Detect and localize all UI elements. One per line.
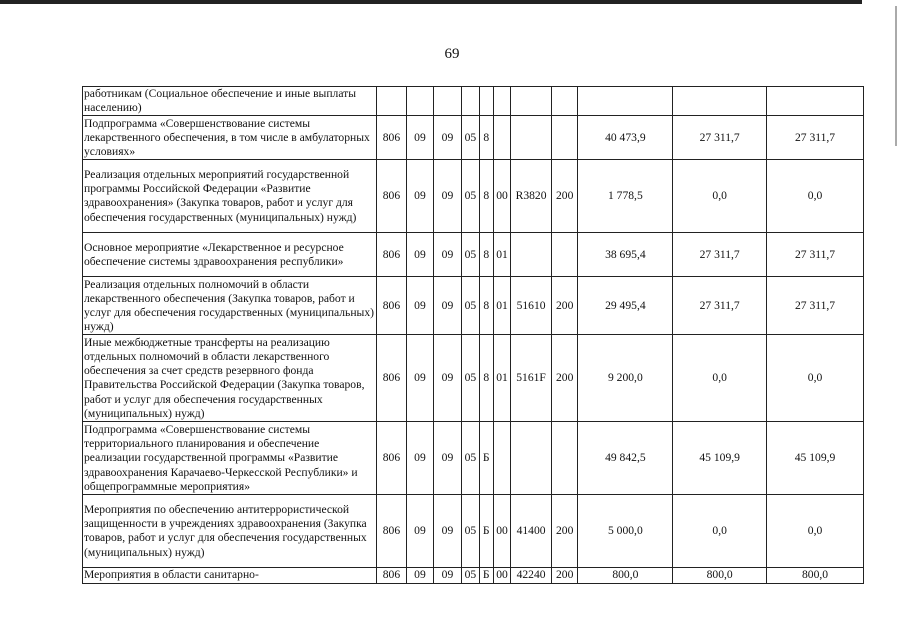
budget-table [82,86,864,584]
cell-subprogram-code: 8 [479,233,493,277]
table-row [83,335,864,422]
cell-expense-type-code: 200 [551,160,578,233]
cell-amount-year-1: 40 473,9 [578,116,673,160]
cell-ministry-code [376,87,407,116]
right-edge-line [895,6,897,146]
cell-amount-year-3: 27 311,7 [767,116,864,160]
cell-amount-year-2: 45 109,9 [673,422,767,495]
cell-amount-year-1: 29 495,4 [578,277,673,335]
cell-program-code: 05 [462,160,479,233]
cell-program-code: 05 [462,277,479,335]
cell-amount-year-2: 27 311,7 [673,233,767,277]
cell-subsection-code: 09 [433,422,462,495]
cell-event-code [493,422,510,495]
cell-section-code: 09 [407,233,434,277]
cell-amount-year-1: 1 778,5 [578,160,673,233]
cell-event-code: 00 [493,568,510,583]
cell-program-code [462,87,479,116]
cell-event-code: 00 [493,160,510,233]
cell-section-code [407,87,434,116]
table-row [83,277,864,335]
cell-direction-code: 42240 [511,568,552,583]
cell-program-code: 05 [462,335,479,422]
cell-amount-year-1: 38 695,4 [578,233,673,277]
cell-amount-year-1: 5 000,0 [578,495,673,568]
page-number: 69 [444,46,460,62]
cell-subprogram-code: Б [479,422,493,495]
cell-event-code: 00 [493,495,510,568]
cell-direction-code: 5161F [511,335,552,422]
cell-subsection-code: 09 [433,335,462,422]
cell-expense-type-code: 200 [551,568,578,583]
cell-subsection-code: 09 [433,233,462,277]
row-description: работникам (Социальное обеспечение и иные выплаты населению) [83,87,377,116]
cell-amount-year-3: 27 311,7 [767,277,864,335]
cell-amount-year-3: 0,0 [767,495,864,568]
cell-subprogram-code: 8 [479,335,493,422]
cell-ministry-code: 806 [376,116,407,160]
cell-event-code [493,116,510,160]
table-row [83,495,864,568]
row-description: Мероприятия по обеспечению антитеррористической защищенности в учреждениях здравоохранения (Закупка товаров, работ и услуг для обеспечения государственных (муниципальных) нужд) [83,495,377,568]
cell-section-code: 09 [407,335,434,422]
cell-program-code: 05 [462,233,479,277]
cell-subprogram-code: 8 [479,116,493,160]
cell-ministry-code: 806 [376,233,407,277]
table-row [83,116,864,160]
cell-subprogram-code: Б [479,568,493,583]
cell-subprogram-code: 8 [479,160,493,233]
cell-section-code: 09 [407,116,434,160]
cell-event-code: 01 [493,233,510,277]
cell-amount-year-2: 0,0 [673,160,767,233]
cell-subprogram-code [479,87,493,116]
table-row [83,87,864,116]
cell-section-code: 09 [407,277,434,335]
cell-amount-year-2: 27 311,7 [673,277,767,335]
cell-amount-year-2: 27 311,7 [673,116,767,160]
cell-amount-year-3: 0,0 [767,160,864,233]
cell-expense-type-code: 200 [551,335,578,422]
top-border-line [0,0,862,4]
row-description: Реализация отдельных мероприятий государственной программы Российской Федерации «Развитие здравоохранения» (Закупка товаров, работ и услуг для обеспечения государственных (муниципальных) нужд) [83,160,377,233]
cell-amount-year-1: 9 200,0 [578,335,673,422]
cell-direction-code [511,422,552,495]
cell-direction-code: 41400 [511,495,552,568]
cell-program-code: 05 [462,422,479,495]
cell-subprogram-code: Б [479,495,493,568]
cell-event-code: 01 [493,277,510,335]
cell-expense-type-code [551,422,578,495]
row-description: Основное мероприятие «Лекарственное и ресурсное обеспечение системы здравоохранения республики» [83,233,377,277]
cell-subsection-code: 09 [433,495,462,568]
cell-amount-year-3 [767,87,864,116]
cell-ministry-code: 806 [376,160,407,233]
cell-event-code: 01 [493,335,510,422]
cell-section-code: 09 [407,422,434,495]
cell-subsection-code: 09 [433,568,462,583]
cell-event-code [493,87,510,116]
table-body [83,87,864,584]
cell-expense-type-code [551,116,578,160]
cell-program-code: 05 [462,568,479,583]
cell-direction-code: R3820 [511,160,552,233]
row-description: Подпрограмма «Совершенствование системы территориального планирования и обеспечение реализации государственной программы «Развитие здравоохранения Карачаево-Черкесской Республики» и общепрограммные мероприятия» [83,422,377,495]
cell-subprogram-code: 8 [479,277,493,335]
cell-expense-type-code [551,233,578,277]
cell-expense-type-code: 200 [551,495,578,568]
row-description: Подпрограмма «Совершенствование системы лекарственного обеспечения, в том числе в амбулаторных условиях» [83,116,377,160]
cell-ministry-code: 806 [376,568,407,583]
cell-amount-year-3: 45 109,9 [767,422,864,495]
row-description: Иные межбюджетные трансферты на реализацию отдельных полномочий в области лекарственного обеспечения за счет средств резервного фонда Правительства Российской Федерации (Закупка товаров, работ и услуг для обеспечения государственных (муниципальных) нужд) [83,335,377,422]
cell-expense-type-code [551,87,578,116]
cell-amount-year-2: 0,0 [673,495,767,568]
cell-amount-year-1: 800,0 [578,568,673,583]
cell-ministry-code: 806 [376,495,407,568]
cell-ministry-code: 806 [376,422,407,495]
cell-program-code: 05 [462,495,479,568]
table-row [83,568,864,583]
cell-subsection-code: 09 [433,116,462,160]
row-description: Мероприятия в области санитарно- [83,568,377,583]
table-row [83,422,864,495]
cell-amount-year-3: 27 311,7 [767,233,864,277]
cell-amount-year-1 [578,87,673,116]
cell-expense-type-code: 200 [551,277,578,335]
cell-ministry-code: 806 [376,277,407,335]
table-row [83,160,864,233]
cell-subsection-code: 09 [433,160,462,233]
cell-amount-year-2: 800,0 [673,568,767,583]
cell-amount-year-2: 0,0 [673,335,767,422]
row-description: Реализация отдельных полномочий в области лекарственного обеспечения (Закупка товаров, работ и услуг для обеспечения государственных (муниципальных) нужд) [83,277,377,335]
cell-amount-year-3: 0,0 [767,335,864,422]
cell-program-code: 05 [462,116,479,160]
cell-subsection-code [433,87,462,116]
cell-direction-code: 51610 [511,277,552,335]
cell-amount-year-1: 49 842,5 [578,422,673,495]
cell-section-code: 09 [407,495,434,568]
cell-amount-year-2 [673,87,767,116]
cell-subsection-code: 09 [433,277,462,335]
cell-amount-year-3: 800,0 [767,568,864,583]
cell-section-code: 09 [407,568,434,583]
cell-section-code: 09 [407,160,434,233]
cell-direction-code [511,87,552,116]
cell-direction-code [511,233,552,277]
cell-ministry-code: 806 [376,335,407,422]
table-row [83,233,864,277]
cell-direction-code [511,116,552,160]
